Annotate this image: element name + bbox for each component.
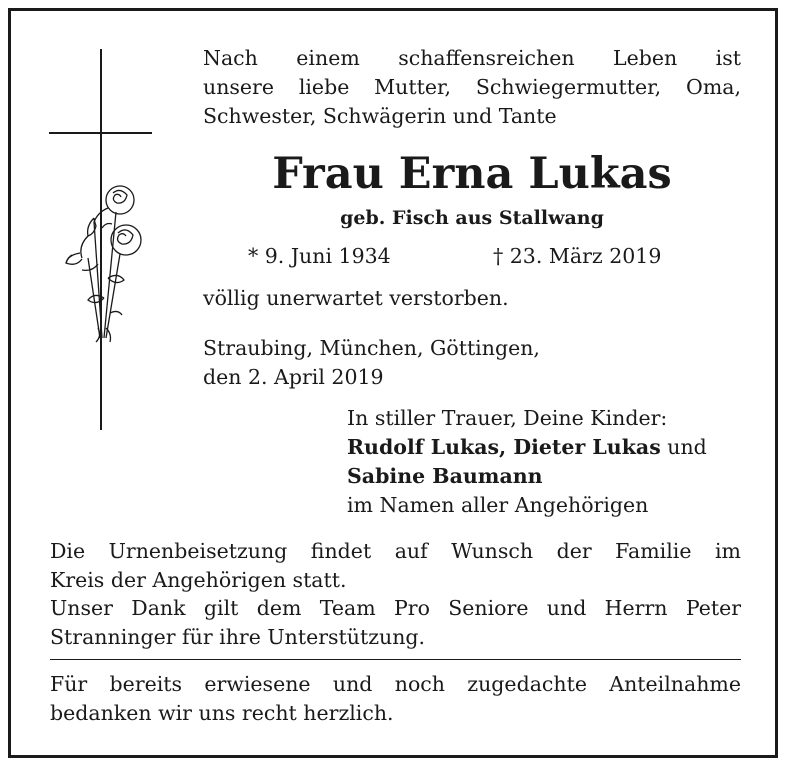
- urn-line-2: Kreis der Angehörigen statt.: [50, 568, 347, 592]
- mourner-name-1: Rudolf Lukas: [347, 435, 500, 459]
- final-thanks: [50, 670, 741, 728]
- mourner-name-3: Sabine Baumann: [347, 464, 543, 488]
- mourners-name-3-line: [347, 462, 747, 491]
- birth-date: * 9. Juni 1934: [248, 244, 391, 268]
- mourners-intro: In stiller Trauer, Deine Kinder:: [347, 406, 668, 430]
- final-line-1: Für bereits erwiesene und noch zugedachte Anteilnahme: [50, 672, 741, 696]
- thanks-notice: [50, 594, 741, 652]
- mourners-names-line: [347, 433, 747, 462]
- place-line: Straubing, München, Göttingen,: [203, 336, 540, 360]
- intro-line-3: Schwester, Schwägerin und Tante: [203, 104, 557, 128]
- cross-horizontal-bar: [49, 132, 152, 134]
- thanks-line-1: Unser Dank gilt dem Team Pro Seniore und Herrn Peter: [50, 596, 741, 620]
- mourners-closing: im Namen aller Angehörigen: [347, 493, 649, 517]
- maiden-name: geb. Fisch aus Stallwang: [340, 207, 604, 229]
- rose-bouquet-icon: [58, 178, 158, 348]
- mourner-and: und: [660, 435, 707, 459]
- death-date: † 23. März 2019: [493, 244, 662, 268]
- mourner-separator: ,: [499, 435, 514, 459]
- deceased-name: Frau Erna Lukas: [272, 149, 672, 199]
- intro-text: [203, 44, 741, 131]
- date-line: den 2. April 2019: [203, 365, 384, 389]
- urn-notice: [50, 537, 741, 595]
- final-line-2: bedanken wir uns recht herzlich.: [50, 701, 394, 725]
- urn-line-1: Die Urnenbeisetzung findet auf Wunsch der Familie im: [50, 539, 741, 563]
- intro-line-2: unsere liebe Mutter, Schwiegermutter, Oma,: [203, 75, 741, 99]
- thanks-line-2: Stranninger für ihre Unterstützung.: [50, 625, 426, 649]
- place-date: [203, 334, 540, 392]
- intro-line-1: Nach einem schaffensreichen Leben ist: [203, 46, 741, 70]
- mourners-block: [347, 404, 747, 520]
- divider-line: [50, 659, 741, 660]
- passed-text: völlig unerwartet verstorben.: [203, 286, 509, 310]
- mourner-name-2: Dieter Lukas: [513, 435, 661, 459]
